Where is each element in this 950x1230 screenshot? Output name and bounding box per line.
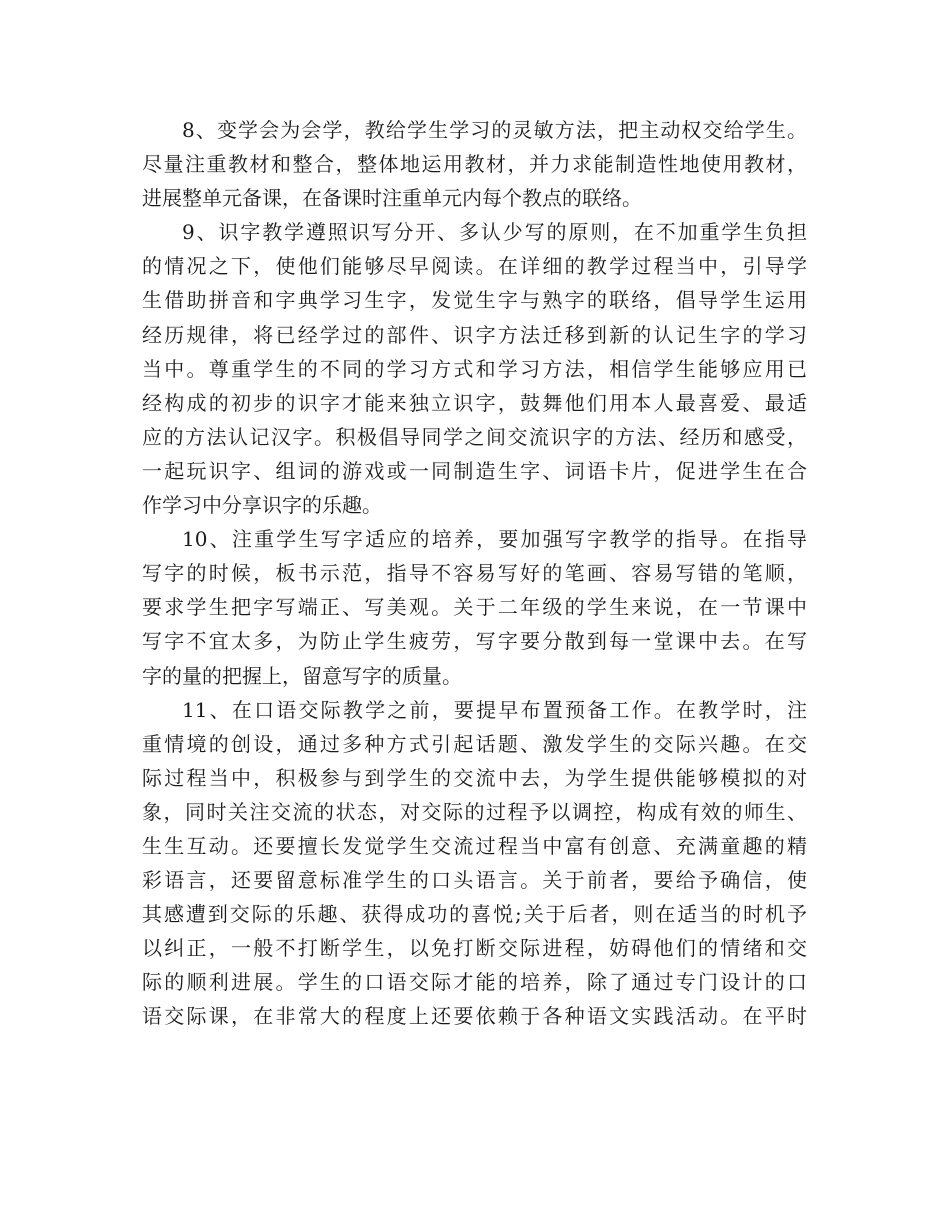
- text-line: 经历规律，将已经学过的部件、识字方法迁移到新的认记生字的学习: [142, 322, 807, 347]
- text-line: 语交际课，在非常大的程度上还要依赖于各种语文实践活动。在平时: [142, 1004, 807, 1029]
- text-line: 彩语言，还要留意标准学生的口头语言。关于前者，要给予确信，使: [142, 868, 807, 893]
- text-line: 8、变学会为会学，教给学生学习的灵敏方法，把主动权交给学生。: [182, 118, 807, 142]
- text-line: 的情况之下，使他们能够尽早阅读。在详细的教学过程当中，引导学: [142, 254, 807, 279]
- text-line: 际过程当中，积极参与到学生的交流中去，为学生提供能够模拟的对: [142, 765, 807, 790]
- text-line: 9、识字教学遵照识写分开、多认少写的原则，在不加重学生负担: [182, 220, 807, 245]
- text-line: 写字不宜太多，为防止学生疲劳，写字要分散到每一堂课中去。在写: [142, 629, 807, 654]
- text-line: 重情境的创设，通过多种方式引起话题、激发学生的交际兴趣。在交: [142, 731, 807, 756]
- paragraph-8: [142, 113, 807, 215]
- paragraph-11: [142, 693, 807, 1034]
- paragraph-9: [142, 215, 807, 522]
- text-line: 10、注重学生写字适应的培养，要加强写字教学的指导。在指导: [182, 527, 807, 552]
- text-line: 生生互动。还要擅长发觉学生交流过程当中富有创意、充满童趣的精: [142, 833, 807, 858]
- text-line: 际的顺利进展。学生的口语交际才能的培养，除了通过专门设计的口: [142, 970, 807, 995]
- text-line: 经构成的初步的识字才能来独立识字，鼓舞他们用本人最喜爱、最适: [142, 390, 807, 415]
- paragraph-10: [142, 522, 807, 692]
- text-line: 写字的时候，板书示范，指导不容易写好的笔画、容易写错的笔顺，: [142, 561, 807, 586]
- text-line: 作学习中分享识字的乐趣。: [142, 493, 382, 518]
- text-line: 尽量注重教材和整合，整体地运用教材，并力求能制造性地使用教材，: [142, 152, 807, 177]
- text-line: 字的量的把握上，留意写字的质量。: [142, 663, 462, 688]
- text-line: 一起玩识字、组词的游戏或一同制造生字、词语卡片，促进学生在合: [142, 458, 807, 483]
- text-line: 应的方法认记汉字。积极倡导同学之间交流识字的方法、经历和感受，: [142, 424, 807, 449]
- text-line: 象，同时关注交流的状态，对交际的过程予以调控，构成有效的师生、: [142, 799, 807, 824]
- text-line: 11、在口语交际教学之前，要提早布置预备工作。在教学时，注: [182, 697, 807, 722]
- text-line: 其感遭到交际的乐趣、获得成功的喜悦;关于后者，则在适当的时机予: [142, 902, 807, 927]
- text-line: 进展整单元备课，在备课时注重单元内每个教点的联络。: [142, 186, 642, 211]
- text-line: 生借助拼音和字典学习生字，发觉生字与熟字的联络，倡导学生运用: [142, 288, 807, 313]
- text-line: 当中。尊重学生的不同的学习方式和学习方法，相信学生能够应用已: [142, 356, 807, 381]
- document-body: [142, 113, 807, 1034]
- text-line: 以纠正，一般不打断学生，以免打断交际进程，妨碍他们的情绪和交: [142, 936, 807, 961]
- text-line: 要求学生把字写端正、写美观。关于二年级的学生来说，在一节课中: [142, 595, 807, 620]
